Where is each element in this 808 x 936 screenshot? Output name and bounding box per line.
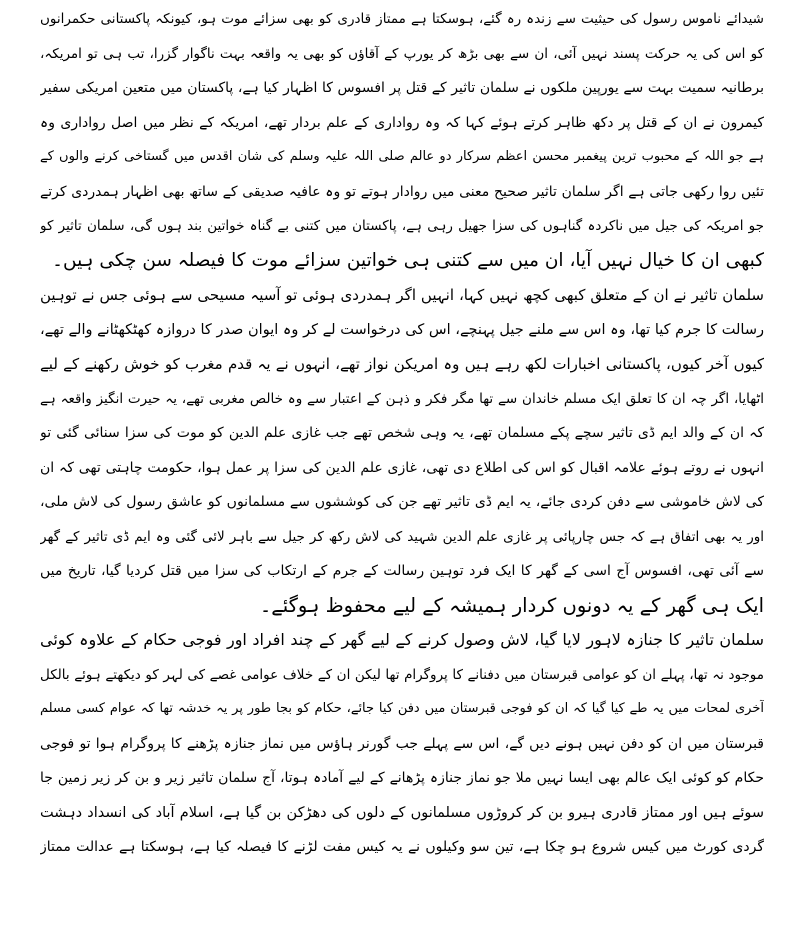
text-line: موجود نہ تھا، پہلے ان کو عوامی قبرستان میں دفنانے کا پروگرام تھا لیکن ان کے خلاف عوامی غصے کی لہر کو دیکھتے ہوئے بالکل xyxy=(40,666,764,683)
text-line: جو امریکہ کی جیل میں ناکردہ گناہوں کی سزا جھیل رہی ہے، پاکستان میں کتنی بے گناہ خواتین بند ہوں گی، سلمان تاثیر کو xyxy=(40,218,764,234)
text-line: تئیں روا رکھی جاتی ہے اگر سلمان تاثیر صحیح معنی میں روادار ہوتے تو وہ عافیہ صدیقی کے ساتھ بھی اظہار ہمدردی کرتے xyxy=(40,183,764,200)
text-line: سے آئی تھی، افسوس آج اسی کے گھر کا ایک فرد توہین رسالت کے جرم کے ارتکاب کی سزا میں قتل کردیا گیا، تاریخ میں xyxy=(40,563,764,579)
paragraph-3 xyxy=(40,623,764,865)
text-line: سلمان تاثیر نے ان کے متعلق کبھی کچھ نہیں کہا، انہیں اگر ہمدردی ہوئی تو آسیہ مسیحی سے ہوئی جس نے توہین xyxy=(40,286,764,304)
text-line: آخری لمحات میں یہ طے کیا گیا کہ ان کو فوجی قبرستان میں دفن کیا جائے، حکام کو بجا طور پر یہ خدشہ تھا کہ عوام کسی مسلم xyxy=(40,701,764,716)
paragraph-1 xyxy=(40,2,764,278)
text-line: کبھی ان کا خیال نہیں آیا، ان میں سے کتنی ہی خواتین سزائے موت کا فیصلہ سن چکی ہیں۔ xyxy=(52,249,764,271)
text-line: ہے جو اللہ کے محبوب ترین پیغمبر محسن اعظم سرکار دو عالم صلی اللہ علیہ وسلم کی شان اقدس میں گستاخی کرنے والوں کے xyxy=(40,149,764,164)
text-line: شیدائے ناموس رسول کی حیثیت سے زندہ رہ گئے، ہوسکتا ہے ممتاز قادری کو بھی سزائے موت ہو، کیونکہ پاکستانی حکمرانوں xyxy=(40,11,764,27)
text-line: سلمان تاثیر کا جنازہ لاہور لایا گیا، لاش وصول کرنے کے لیے گھر کے چند افراد اور فوجی حکام کے علاوہ کوئی xyxy=(40,630,764,649)
text-line: اور یہ بھی اتفاق ہے کہ جس چارپائی پر غازی علم الدین شہید کی لاش رکھ کر جیل سے باہر لائی گئی وہ ایم ڈی تاثیر کے گھر xyxy=(40,528,764,545)
text-line: حکام کو کوئی ایک عالم بھی ایسا نہیں ملا جو نماز جنازہ پڑھانے کے لیے آمادہ ہوتا، آج سلمان تاثیر زیر و بن کر زیر زمین جا xyxy=(40,770,764,786)
text-line: کہ ان کے والد ایم ڈی تاثیر سچے پکے مسلمان تھے، یہ وہی شخص تھے جب غازی علم الدین کو موت کی سزا سنائی گئی تو xyxy=(40,425,764,441)
text-line: کو اس کی یہ حرکت پسند نہیں آئی، ان سے بھی بڑھ کر یورپ کے آقاؤں کو بھی یہ واقعہ بہت ناگوار گزرا، تب ہی تو امریکہ، xyxy=(40,45,764,62)
text-line: برطانیہ سمیت بہت سے یورپین ملکوں نے سلمان تاثیر کے قتل پر افسوس کا اظہار کیا ہے، پاکستان میں متعین امریکی سفیر xyxy=(40,80,764,96)
text-line: کیوں آخر کیوں، پاکستانی اخبارات لکھ رہے ہیں وہ امریکن نواز تھے، انہوں نے یہ قدم مغرب کو خوش رکھنے کے لیے xyxy=(40,355,764,373)
text-line: ایک ہی گھر کے یہ دونوں کردار ہمیشہ کے لیے محفوظ ہوگئے۔ xyxy=(259,593,764,617)
text-line: سوئے ہیں اور ممتاز قادری ہیرو بن کر کروڑوں مسلمانوں کے دلوں کی دھڑکن بن گیا ہے، اسلام آباد کی انسداد دہشت xyxy=(40,804,764,821)
text-line: کی لاش خاموشی سے دفن کردی جائے، یہ ایم ڈی تاثیر تھے جن کی کوششوں سے مسلمانوں کو عاشق رسول کی لاش ملی، xyxy=(40,494,764,510)
text-line: اٹھایا، اگر چہ ان کا تعلق ایک مسلم خاندان سے تھا مگر فکر و ذہن کے اعتبار سے وہ خالص مغربی تھے، یہ حیرت انگیز واقعہ ہے xyxy=(40,390,764,407)
text-line: گردی کورٹ میں کیس شروع ہو چکا ہے، تین سو وکیلوں نے یہ کیس مفت لڑنے کا فیصلہ کیا ہے، ہوسکتا ہے عدالت ممتاز xyxy=(40,839,764,855)
text-line: انہوں نے روتے ہوئے علامہ اقبال کو اس کی اطلاع دی تھی، غازی علم الدین کی سزا پر عمل ہوا، حکومت چاہتی تھی کہ ان xyxy=(40,459,764,476)
text-line: کیمرون نے ان کے قتل پر دکھ ظاہر کرتے ہوئے کہا کہ وہ رواداری کے علم بردار تھے، امریکہ کے نظر میں اصل رواداری وہ xyxy=(40,114,764,131)
paragraph-2 xyxy=(40,278,764,623)
text-line: رسالت کا جرم کیا تھا، وہ اس سے ملنے جیل پہنچے، اس کی درخواست لے کر وہ ایوان صدر کا دروازہ کھٹکھٹانے والے تھے، xyxy=(40,321,764,338)
text-line: قبرستان میں ان کو دفن نہیں ہونے دیں گے، اس سے پہلے جب گورنر ہاؤس میں نماز جنازہ پڑھنے کا پروگرام ہوا تو فوجی xyxy=(40,735,764,752)
